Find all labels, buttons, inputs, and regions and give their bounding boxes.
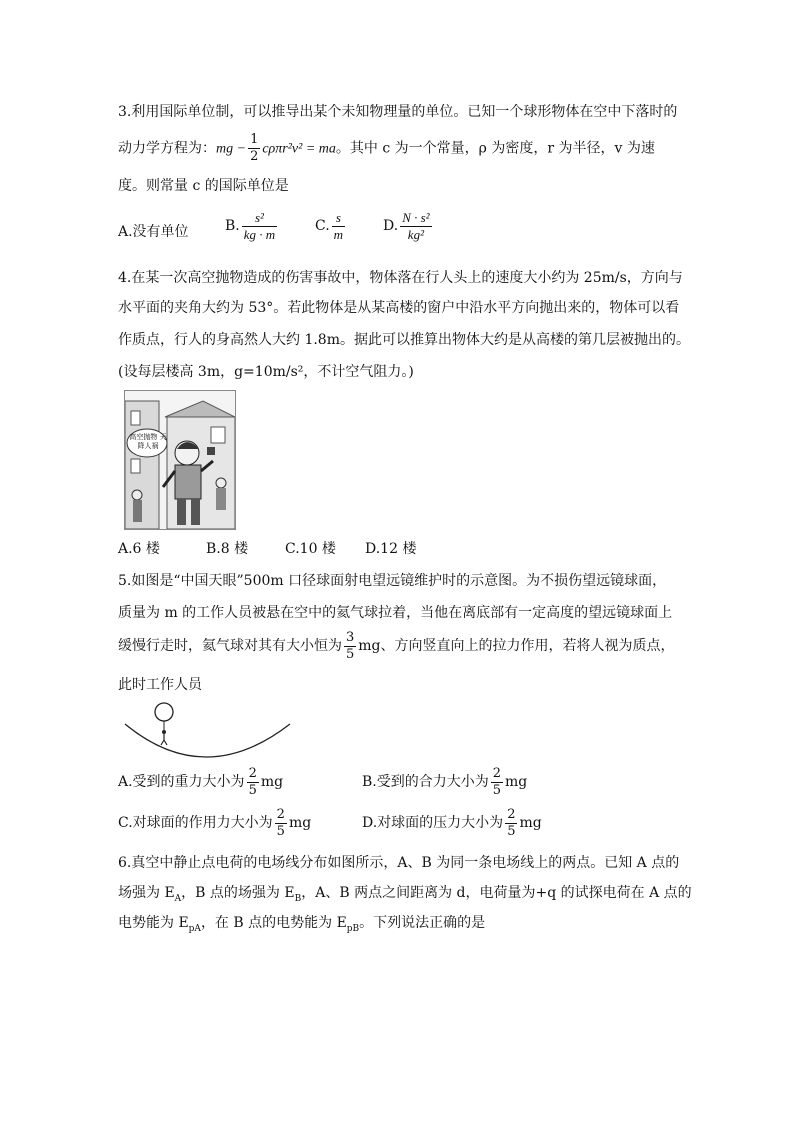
worker-head <box>162 730 166 734</box>
q3-eq-half-num: 1 <box>250 132 259 147</box>
q5-option-b-text: B.受到的合力大小为 <box>362 774 489 790</box>
q5-option-d-unit: mg <box>519 815 542 831</box>
q5-option-d <box>362 805 542 841</box>
q3-line-2-pre: 动力学方程为： <box>118 140 216 157</box>
q5-line-3-frac <box>344 630 356 663</box>
q5-line-3-pre: 缓慢行走时，氦气球对其有大小恒为 <box>118 638 342 654</box>
q5-line-4: 此时工作人员 <box>118 677 202 693</box>
q3-option-c <box>315 208 347 244</box>
q3-option-d-num: N · s² <box>402 209 430 225</box>
q4-line-3: 作质点，行人的身高然人大约 1.8m。据此可以推算出物体大约是从高楼的第几层被抛出的。 <box>118 332 690 348</box>
q3-eq-half <box>248 132 260 165</box>
cartoon-svg <box>125 391 235 529</box>
q6-sub-ea: A <box>174 893 182 904</box>
q6-sub-epa: pA <box>188 923 201 934</box>
q3-option-a: A.没有单位 <box>118 224 189 240</box>
q3-line-2 <box>118 132 655 166</box>
q6-line-3 <box>118 913 485 939</box>
q5-line-2: 质量为 m 的工作人员被悬在空中的氦气球拉着，当他在离底部有一定高度的望远镜球面上 <box>118 605 673 621</box>
q3-option-b-num: s² <box>242 210 277 227</box>
q6-sub-epb: pB <box>346 923 360 934</box>
q4-option-c: C.10 楼 <box>285 541 336 557</box>
q3-line-1: 3.利用国际单位制，可以推导出某个未知物理量的单位。已知一个球形物体在空中下落时的 <box>118 104 678 120</box>
q5-line-3-post: mg、方向竖直向上的拉力作用，若将人视为质点， <box>358 638 675 654</box>
q3-line-3: 度。则常量 c 的国际单位是 <box>118 178 289 194</box>
cartoon-sign-text: 高空抛物 天降人祸 <box>129 433 167 450</box>
q3-option-b-den: kg · m <box>243 226 276 242</box>
q6-line-3-b: ，在 B 点的电势能为 E <box>200 915 347 931</box>
q5-option-b-den: 5 <box>492 782 502 798</box>
q5-option-d-num: 2 <box>507 806 516 822</box>
q6-line-2-c: ，A、B 两点之间距离为 d，电荷量为+q 的试探电荷在 A 点的 <box>301 885 692 901</box>
q3-option-b-frac <box>242 210 277 243</box>
q3-option-c-num: s <box>332 210 345 227</box>
q3-option-c-den: m <box>333 226 344 242</box>
q5-line-3 <box>118 628 675 664</box>
q4-option-a: A.6 楼 <box>118 541 160 557</box>
q6-line-3-c: 。下列说法正确的是 <box>359 915 486 931</box>
q4-line-1: 4.在某一次高空抛物造成的伤害事故中，物体落在行人头上的速度大小约为 25m/s，方向与 <box>118 270 683 286</box>
q5-line-1: 5.如图是“中国天眼”500m 口径球面射电望远镜维护时的示意图。为不损伤望远镜球面， <box>118 573 667 589</box>
q3-eq-half-den: 2 <box>250 149 259 164</box>
balloon-circle <box>155 703 173 721</box>
q6-sub-eb: B <box>294 893 302 904</box>
q5-option-b <box>362 764 527 800</box>
q5-option-b-frac <box>491 766 503 799</box>
q6-line-3-a: 电势能为 E <box>118 915 189 931</box>
q4-line-2: 水平面的夹角大约为 53°。若此物体是从某高楼的窗户中沿水平方向抛出来的，物体可以看 <box>118 300 680 316</box>
q5-option-a-text: A.受到的重力大小为 <box>118 774 245 790</box>
q3-option-c-label: C. <box>315 218 330 234</box>
q4-line-4: (设每层楼高 3m，g=10m/s²，不计空气阻力。) <box>118 364 414 380</box>
worker-leg-right <box>164 740 167 745</box>
telescope-bowl-arc <box>125 724 290 757</box>
q6-line-2-a: 场强为 E <box>118 885 175 901</box>
q5-option-b-num: 2 <box>492 765 502 781</box>
q5-option-c-den: 5 <box>276 823 285 839</box>
q3-option-d-label: D. <box>383 218 399 234</box>
q3-option-b <box>225 208 279 244</box>
q5-line-3-den: 5 <box>346 646 355 662</box>
q5-option-c-num: 2 <box>276 806 285 822</box>
q5-option-d-text: D.对球面的压力大小为 <box>362 815 504 831</box>
q5-option-c-text: C.对球面的作用力大小为 <box>118 815 273 831</box>
q5-line-3-num: 3 <box>346 629 355 645</box>
q5-option-a-num: 2 <box>248 765 257 781</box>
q3-option-b-label: B. <box>225 218 240 234</box>
q3-option-c-frac <box>332 210 345 243</box>
q3-eq-mg: mg − <box>216 141 247 157</box>
q5-option-d-frac <box>505 807 517 840</box>
q3-option-d-frac <box>400 210 431 243</box>
q3-eq-rest: cρπr²v² = ma <box>262 141 336 157</box>
q5-option-c-frac <box>275 807 287 840</box>
q3-line-2-post: 。其中 c 为一个常量，ρ 为密度，r 为半径，v 为速 <box>335 140 655 157</box>
q5-option-a-den: 5 <box>248 782 257 798</box>
q6-line-2-b: ，B 点的场强为 E <box>181 885 295 901</box>
q3-option-d <box>383 208 434 244</box>
q5-option-a <box>118 764 283 800</box>
q5-option-c <box>118 805 311 841</box>
q4-option-b: B.8 楼 <box>206 541 249 557</box>
q5-option-a-frac <box>247 766 259 799</box>
q3-option-d-den: kg² <box>407 226 424 242</box>
q5-option-c-unit: mg <box>288 815 312 831</box>
q5-option-a-unit: mg <box>260 774 284 790</box>
worker-leg-left <box>161 740 164 745</box>
q5-option-d-den: 5 <box>507 823 516 839</box>
q6-line-1: 6.真空中静止点电荷的电场线分布如图所示，A、B 为同一条电场线上的两点。已知 A 点的 <box>118 855 680 871</box>
telescope-bowl-diagram <box>120 700 295 762</box>
q6-line-2 <box>118 883 692 909</box>
q4-option-d: D.12 楼 <box>365 541 417 557</box>
cartoon-illustration <box>124 390 236 530</box>
q5-option-b-unit: mg <box>505 774 528 790</box>
